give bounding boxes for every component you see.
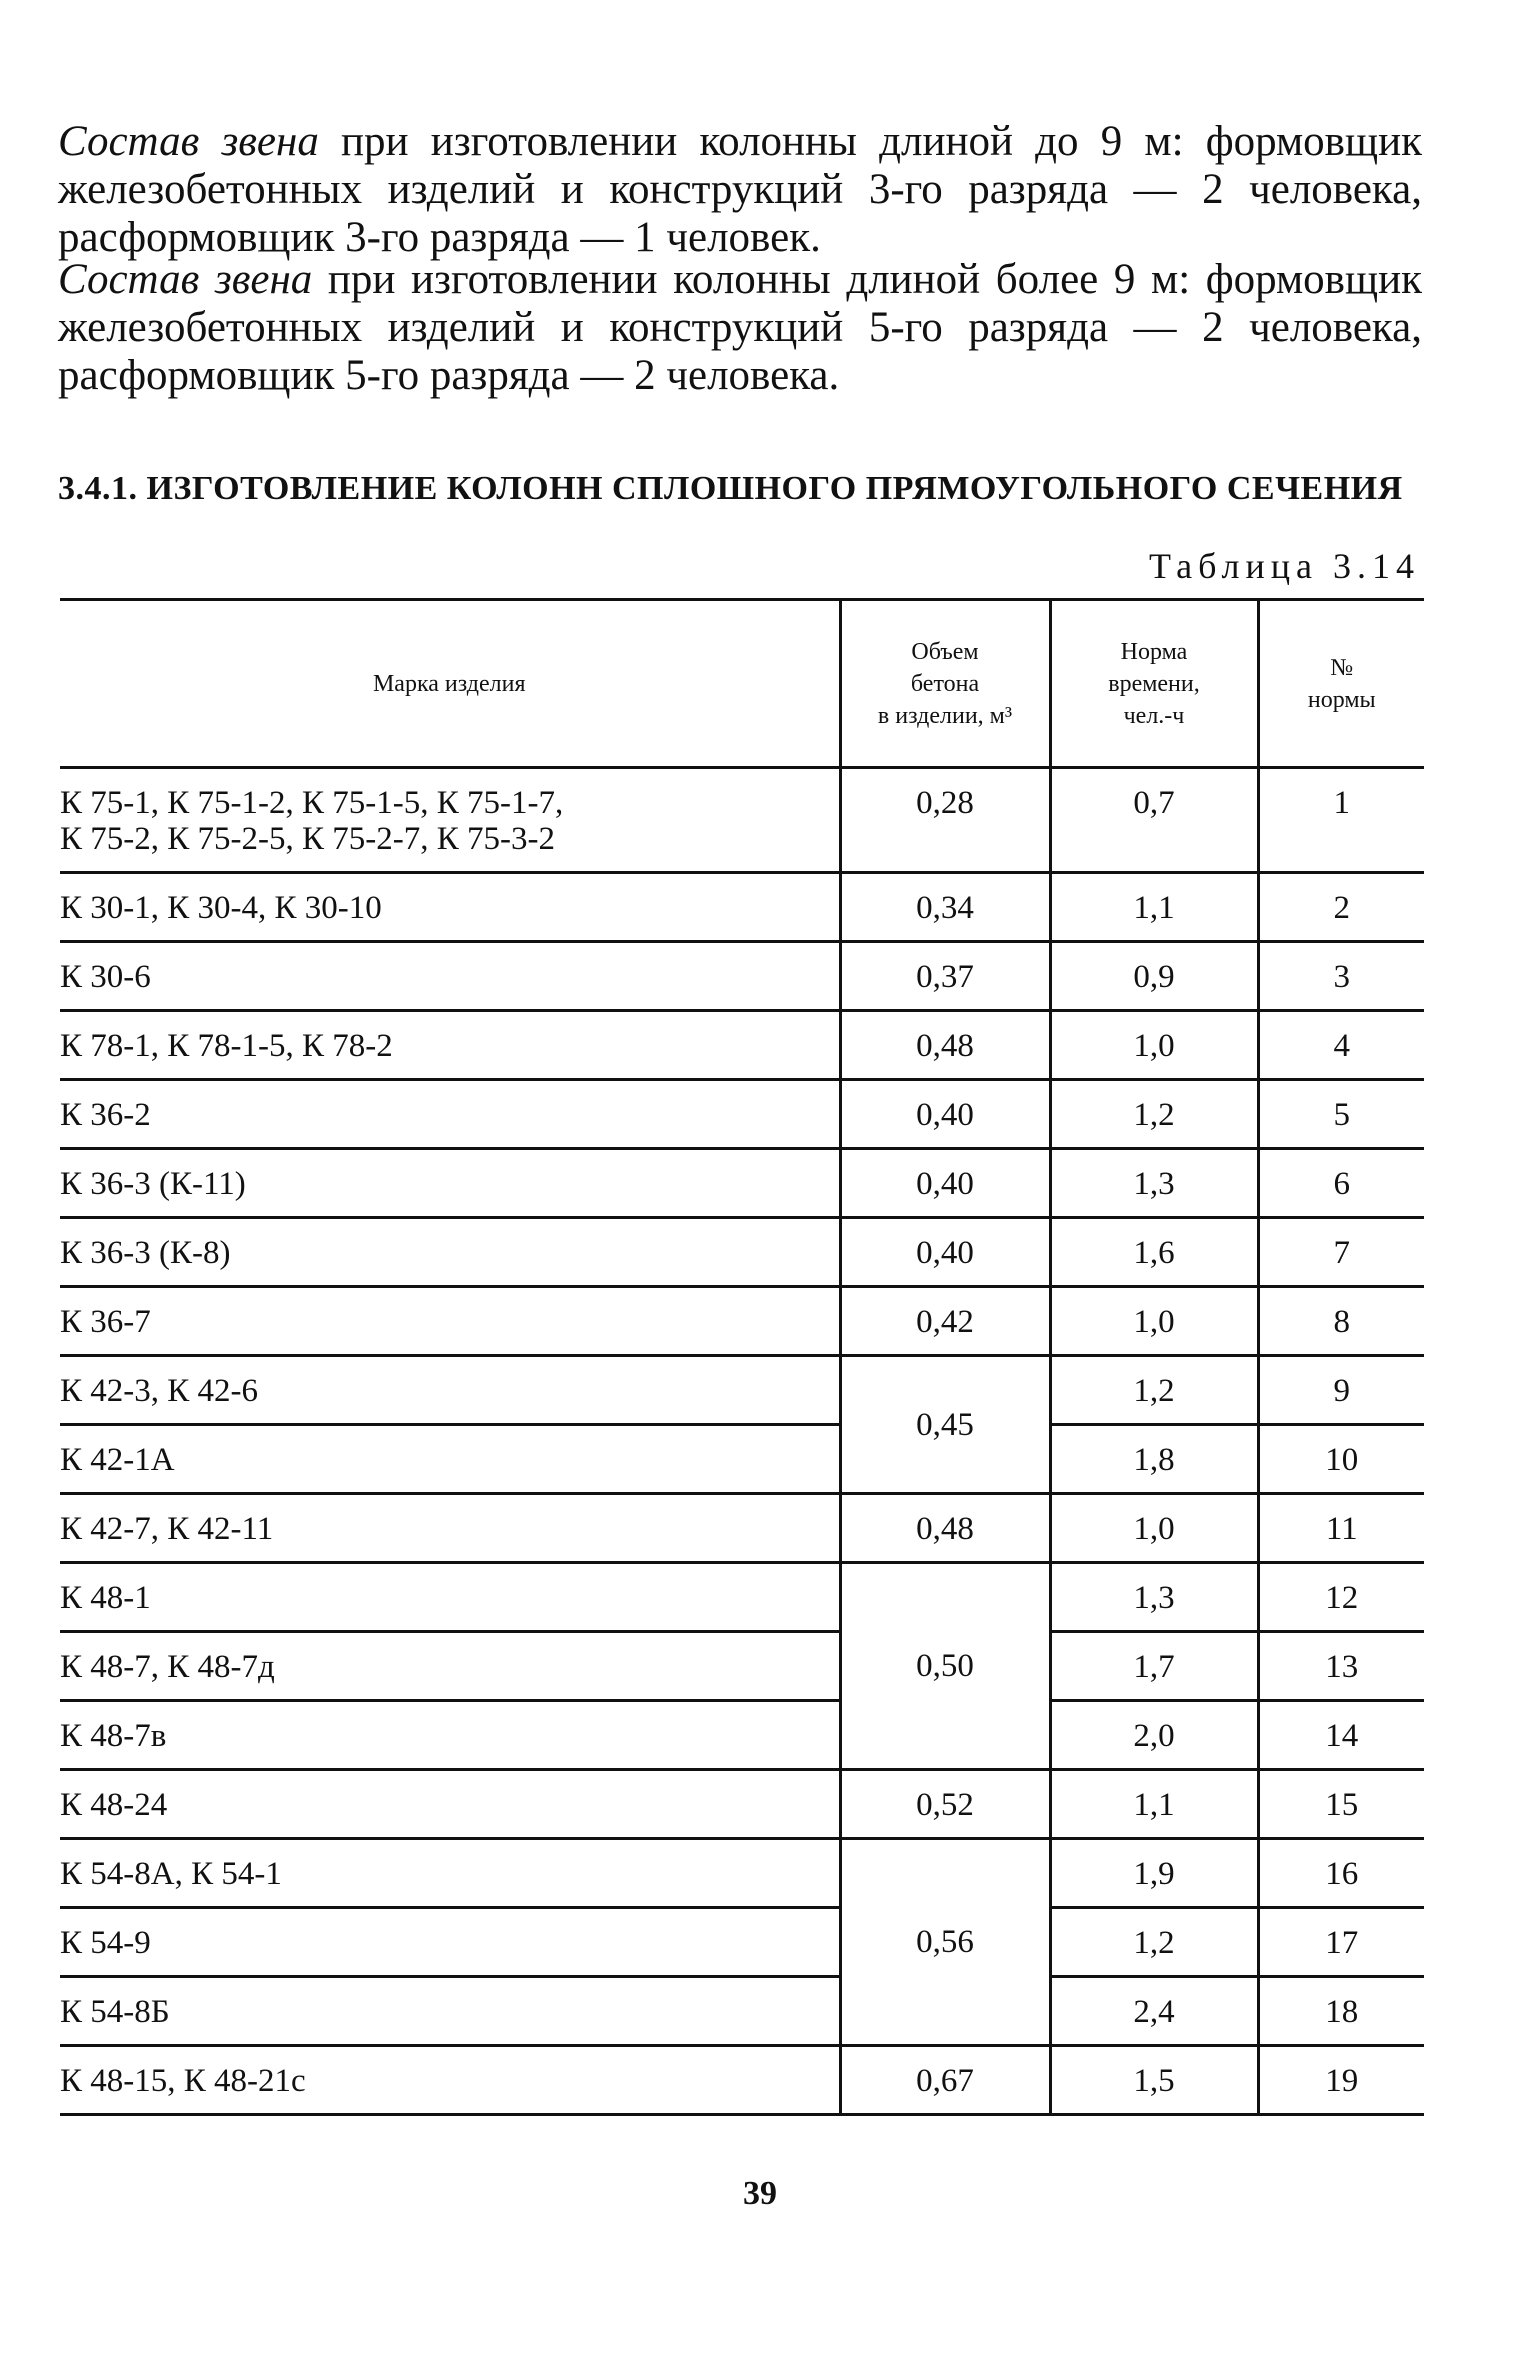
header-mark: Марка изделия [60, 600, 840, 768]
cell-mark: К 42-7, К 42-11 [60, 1494, 840, 1563]
table-row [60, 2046, 1424, 2115]
cell-volume: 0,40 [840, 1149, 1050, 1218]
cell-norm: 1,2 [1050, 1080, 1258, 1149]
header-number-line: нормы [1307, 686, 1376, 713]
header-norm-line: времени, [1108, 670, 1200, 697]
table-row [60, 1218, 1424, 1287]
cell-volume: 0,45 [840, 1356, 1050, 1494]
cell-number: 3 [1258, 942, 1424, 1011]
mark-line: К 75-2, К 75-2-5, К 75-2-7, К 75-3-2 [60, 821, 555, 857]
cell-volume: 0,37 [840, 942, 1050, 1011]
cell-norm: 1,5 [1050, 2046, 1258, 2115]
table-header-row [60, 600, 1424, 768]
table-row [60, 1977, 1424, 2046]
cell-number: 16 [1258, 1839, 1424, 1908]
cell-norm: 2,4 [1050, 1977, 1258, 2046]
cell-volume: 0,56 [840, 1839, 1050, 2046]
cell-norm: 1,9 [1050, 1839, 1258, 1908]
cell-norm: 1,0 [1050, 1287, 1258, 1356]
cell-norm: 1,3 [1050, 1563, 1258, 1632]
page-number: 39 [743, 2175, 777, 2212]
cell-number: 18 [1258, 1977, 1424, 2046]
table-row [60, 1908, 1424, 1977]
cell-norm: 0,7 [1050, 768, 1258, 873]
cell-volume: 0,48 [840, 1011, 1050, 1080]
header-norm-line: чел.-ч [1123, 702, 1185, 729]
header-norm [1050, 600, 1258, 768]
cell-number: 11 [1258, 1494, 1424, 1563]
cell-mark: К 36-7 [60, 1287, 840, 1356]
table-row [60, 942, 1424, 1011]
table-row [60, 1563, 1424, 1632]
cell-number: 8 [1258, 1287, 1424, 1356]
cell-mark: К 78-1, К 78-1-5, К 78-2 [60, 1011, 840, 1080]
cell-mark: К 54-8Б [60, 1977, 840, 2046]
cell-mark: К 48-1 [60, 1563, 840, 1632]
section-title: 3.4.1. ИЗГОТОВЛЕНИЕ КОЛОНН СПЛОШНОГО ПРЯМОУГОЛЬНОГО СЕЧЕНИЯ [58, 470, 1403, 507]
table-row [60, 1080, 1424, 1149]
cell-mark: К 36-3 (К-11) [60, 1149, 840, 1218]
cell-number: 1 [1258, 768, 1424, 873]
table-row [60, 1632, 1424, 1701]
cell-mark: К 54-8А, К 54-1 [60, 1839, 840, 1908]
table-row [60, 1356, 1424, 1425]
cell-volume: 0,40 [840, 1080, 1050, 1149]
cell-number: 4 [1258, 1011, 1424, 1080]
cell-number: 12 [1258, 1563, 1424, 1632]
cell-mark [60, 768, 840, 873]
cell-volume: 0,48 [840, 1494, 1050, 1563]
table-row [60, 1287, 1424, 1356]
cell-number: 5 [1258, 1080, 1424, 1149]
cell-mark: К 30-1, К 30-4, К 30-10 [60, 873, 840, 942]
cell-number: 9 [1258, 1356, 1424, 1425]
header-volume-line: Объем [911, 638, 979, 665]
cell-volume: 0,42 [840, 1287, 1050, 1356]
cell-norm: 2,0 [1050, 1701, 1258, 1770]
cell-volume: 0,40 [840, 1218, 1050, 1287]
header-norm-line: Норма [1120, 638, 1188, 665]
header-number-line: № [1330, 654, 1354, 681]
header-volume-line: в изделии, м³ [877, 702, 1013, 729]
cell-norm: 1,1 [1050, 873, 1258, 942]
mark-line: К 75-1, К 75-1-2, К 75-1-5, К 75-1-7, [60, 785, 564, 821]
cell-norm: 0,9 [1050, 942, 1258, 1011]
table-row [60, 873, 1424, 942]
cell-mark: К 48-7, К 48-7д [60, 1632, 840, 1701]
cell-norm: 1,0 [1050, 1011, 1258, 1080]
cell-norm: 1,0 [1050, 1494, 1258, 1563]
table-row [60, 768, 1424, 873]
cell-number: 17 [1258, 1908, 1424, 1977]
cell-number: 2 [1258, 873, 1424, 942]
cell-mark: К 48-15, К 48-21с [60, 2046, 840, 2115]
table-row [60, 1011, 1424, 1080]
cell-norm: 1,1 [1050, 1770, 1258, 1839]
cell-mark: К 54-9 [60, 1908, 840, 1977]
cell-mark: К 42-3, К 42-6 [60, 1356, 840, 1425]
crew-paragraph-short [58, 118, 1422, 262]
cell-mark: К 30-6 [60, 942, 840, 1011]
cell-number: 6 [1258, 1149, 1424, 1218]
header-volume-line: бетона [910, 670, 980, 697]
cell-mark: К 48-7в [60, 1701, 840, 1770]
cell-number: 19 [1258, 2046, 1424, 2115]
cell-number: 14 [1258, 1701, 1424, 1770]
table-row [60, 1701, 1424, 1770]
crew-lead: Состав звена [58, 256, 313, 303]
cell-volume: 0,28 [840, 768, 1050, 873]
crew-text: при изготовлении колонны длиной до 9 м: формовщик железобетонных изделий и конструкций 3-го разряда — 2 человека, расформовщик 3-го разряда — 1 человек. [58, 118, 1422, 261]
crew-text: при изготовлении колонны длиной более 9 м: формовщик железобетонных изделий и конструкций 5-го разряда — 2 человека, расформовщик 5-го разряда — 2 человека. [58, 256, 1422, 399]
cell-mark: К 42-1А [60, 1425, 840, 1494]
norms-table-container [60, 598, 1424, 2116]
cell-number: 10 [1258, 1425, 1424, 1494]
cell-mark: К 48-24 [60, 1770, 840, 1839]
cell-mark: К 36-2 [60, 1080, 840, 1149]
table-row [60, 1770, 1424, 1839]
cell-norm: 1,8 [1050, 1425, 1258, 1494]
cell-mark: К 36-3 (К-8) [60, 1218, 840, 1287]
crew-paragraph-long [58, 256, 1422, 400]
header-number [1258, 600, 1424, 768]
norms-table [60, 598, 1424, 2116]
cell-norm: 1,2 [1050, 1908, 1258, 1977]
cell-number: 15 [1258, 1770, 1424, 1839]
table-caption: Таблица 3.14 [1149, 546, 1420, 586]
crew-lead: Состав звена [58, 118, 319, 165]
cell-number: 13 [1258, 1632, 1424, 1701]
cell-volume: 0,34 [840, 873, 1050, 942]
cell-norm: 1,6 [1050, 1218, 1258, 1287]
table-row [60, 1494, 1424, 1563]
cell-volume: 0,67 [840, 2046, 1050, 2115]
cell-volume: 0,52 [840, 1770, 1050, 1839]
header-volume [840, 600, 1050, 768]
cell-number: 7 [1258, 1218, 1424, 1287]
table-row [60, 1839, 1424, 1908]
table-row [60, 1149, 1424, 1218]
cell-norm: 1,3 [1050, 1149, 1258, 1218]
cell-volume: 0,50 [840, 1563, 1050, 1770]
cell-norm: 1,2 [1050, 1356, 1258, 1425]
cell-norm: 1,7 [1050, 1632, 1258, 1701]
table-row [60, 1425, 1424, 1494]
